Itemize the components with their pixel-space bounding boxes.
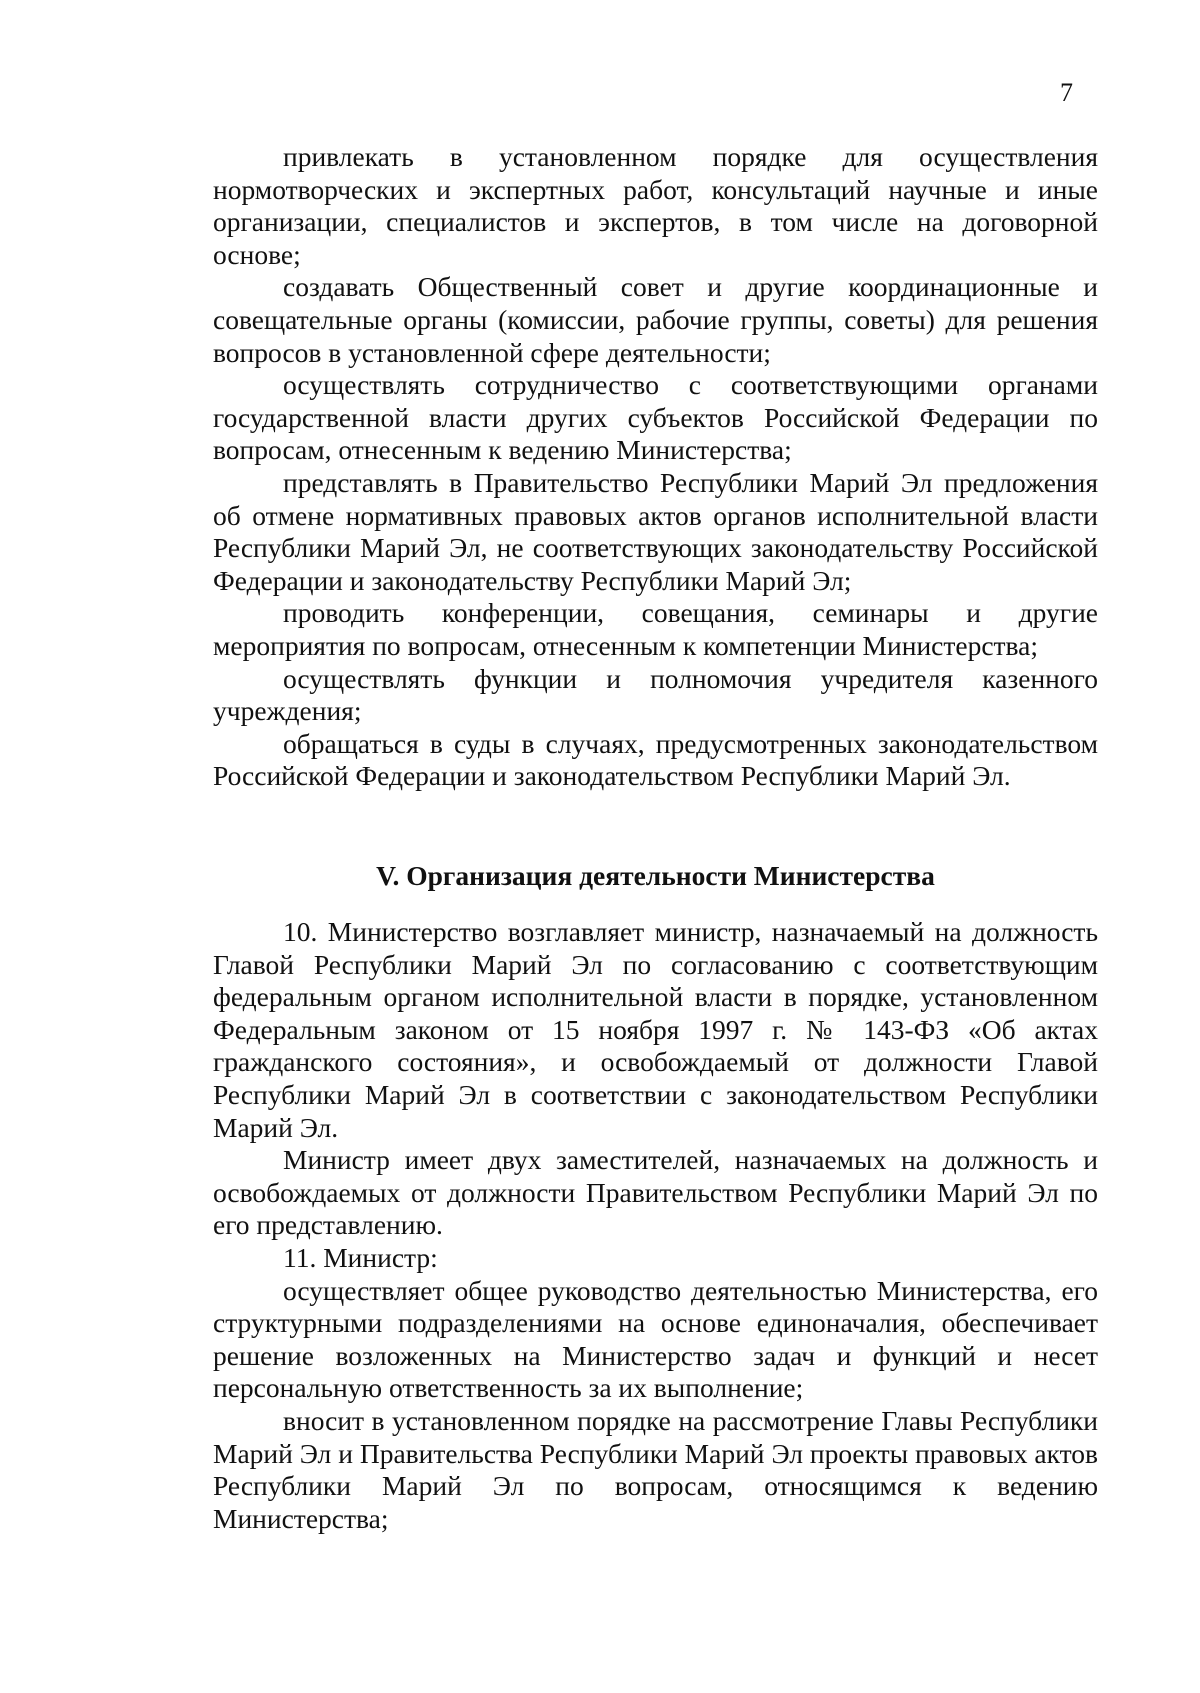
paragraph: осуществлять функции и полномочия учредителя казенного учреждения; (213, 662, 1098, 727)
paragraph: Министр имеет двух заместителей, назначаемых на должность и освобождаемых от должности Правительством Республики Марий Эл по его представлению. (213, 1144, 1098, 1241)
page-number: 7 (1060, 78, 1073, 107)
paragraph: создавать Общественный совет и другие координационные и совещательные органы (комиссии, рабочие группы, советы) для решения вопросов в установленной сфере деятельности; (213, 271, 1098, 368)
paragraph: осуществлять сотрудничество с соответствующими органами государственной власти других субъектов Российской Федерации по вопросам, отнесенным к ведению Министерства; (213, 369, 1098, 466)
paragraph-group-bottom (213, 916, 1098, 1535)
section-heading: V. Организация деятельности Министерства (376, 860, 935, 891)
paragraph: 10. Министерство возглавляет министр, назначаемый на должность Главой Республики Марий Эл по согласованию с соответствующим федеральным органом исполнительной власти в порядке, установленном Федеральным законом от 15 ноября 1997 г. № 143-ФЗ «Об актах гражданского состояния», и освобождаемый от должности Главой Республики Марий Эл в соответствии с законодательством Республики Марий Эл. (213, 916, 1098, 1143)
paragraph-group-top (213, 141, 1098, 793)
paragraph: проводить конференции, совещания, семинары и другие мероприятия по вопросам, отнесенным к компетенции Министерства; (213, 597, 1098, 661)
paragraph: вносит в установленном порядке на рассмотрение Главы Республики Марий Эл и Правительства Республики Марий Эл проекты правовых актов Республики Марий Эл по вопросам, относящимся к ведению Министерства; (213, 1404, 1098, 1534)
paragraph: 11. Министр: (283, 1241, 438, 1273)
paragraph: обращаться в суды в случаях, предусмотренных законодательством Российской Федерации и законодательством Республики Марий Эл. (213, 727, 1098, 792)
paragraph: представлять в Правительство Республики Марий Эл предложения об отмене нормативных правовых актов органов исполнительной власти Республики Марий Эл, не соответствующих законодательству Российской Федерации и законодательству Республики Марий Эл; (213, 466, 1098, 596)
paragraph: осуществляет общее руководство деятельностью Министерства, его структурными подразделениями на основе единоначалия, обеспечивает решение возложенных на Министерство задач и функций и несет персональную ответственность за их выполнение; (213, 1274, 1098, 1404)
paragraph: привлекать в установленном порядке для осуществления нормотворческих и экспертных работ, консультаций научные и иные организации, специалистов и экспертов, в том числе на договорной основе; (213, 141, 1098, 270)
